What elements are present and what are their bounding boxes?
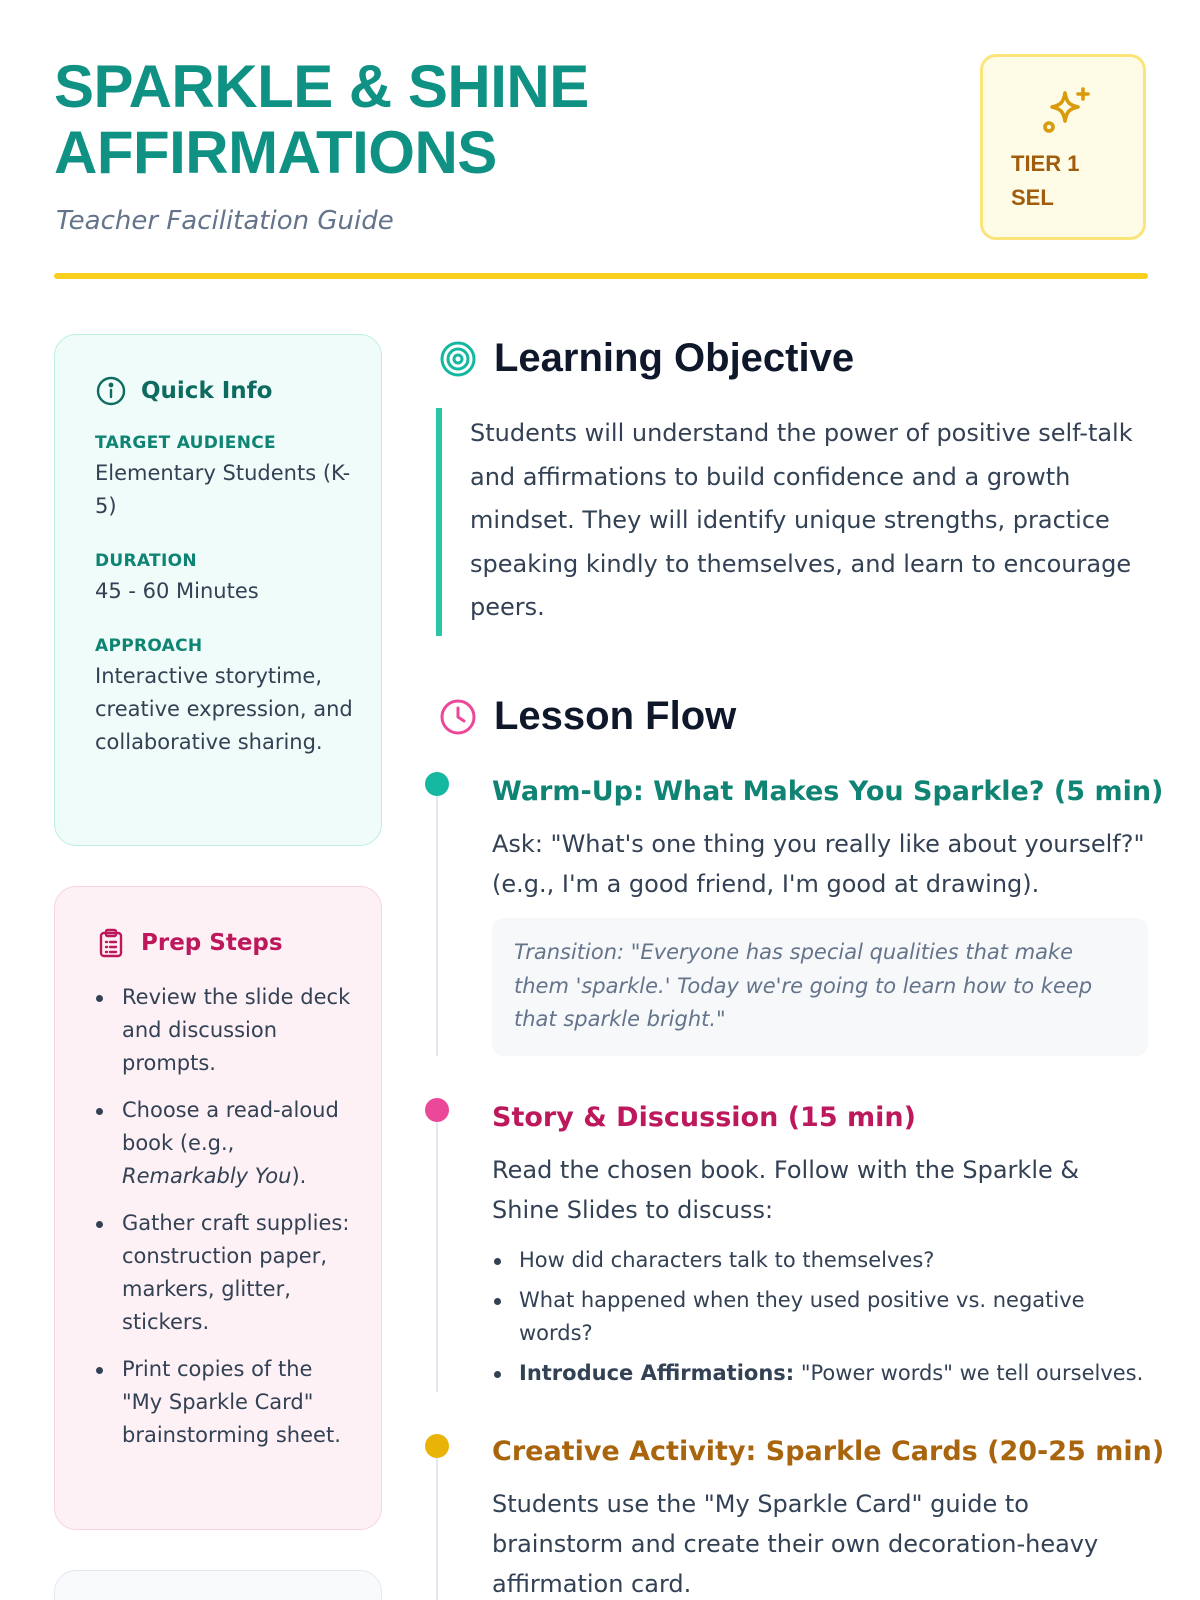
header-divider [54,273,1148,279]
timeline-line [436,1446,438,1600]
tier-badge [980,54,1146,240]
info-value: Elementary Students (K-5) [95,461,351,518]
quick-info-card [54,334,382,846]
lesson-flow-header [438,694,736,739]
timeline-line [436,1110,438,1392]
list-item: What happened when they used positive vs. negative words? [492,1284,1152,1350]
info-value: 45 - 60 Minutes [95,579,259,603]
list-item-text: "Power words" we tell ourselves. [794,1361,1144,1385]
list-item: Review the slide deck and discussion prompts. [95,981,355,1080]
info-duration [95,551,355,608]
clock-icon [438,697,478,737]
sparkle-icon [1041,85,1093,137]
list-item: Print copies of the "My Sparkle Card" brainstorming sheet. [95,1353,355,1452]
list-item: How did characters talk to themselves? [492,1244,1152,1277]
step-body: Students use the "My Sparkle Card" guide to brainstorm and create their own decoration-heavy affirmation card. [492,1490,1099,1598]
list-item-text: ). [291,1164,307,1188]
info-target-audience [95,433,355,523]
list-item-text: Choose a read-aloud book (e.g., [122,1098,339,1155]
info-icon [95,375,127,407]
step-body: Read the chosen book. Follow with the Sparkle & Shine Slides to discuss: [492,1156,1080,1224]
prep-steps-list [95,981,355,1466]
book-title: Remarkably You [122,1164,292,1188]
timeline-dot [425,1434,449,1458]
lesson-flow-title: Lesson Flow [494,694,737,738]
quick-info-title: Quick Info [141,378,273,404]
badge-line-2: SEL [1011,185,1054,210]
info-value: Interactive storytime, creative expression, and collaborative sharing. [95,664,353,754]
timeline-line [436,784,438,1056]
learning-objective-header [438,336,854,381]
timeline-dot [425,772,449,796]
quick-info-header [95,375,273,407]
info-approach [95,636,355,759]
learning-objective-title: Learning Objective [494,336,855,380]
timeline-dot [425,1098,449,1122]
info-label: APPROACH [95,636,203,656]
transition-note: Transition: "Everyone has special qualities that make them 'sparkle.' Today we're going to learn how to keep that sparkle bright." [492,918,1148,1056]
list-item [492,1357,1152,1390]
list-item [95,1094,355,1193]
badge-line-1: TIER 1 [1011,151,1080,176]
step-body: Ask: "What's one thing you really like about yourself?" (e.g., I'm a good friend, I'm good at drawing). [492,830,1145,898]
prep-steps-title: Prep Steps [141,930,283,956]
step-title: Story & Discussion (15 min) [492,1102,916,1133]
learning-objective-text: Students will understand the power of positive self-talk and affirmations to build confidence and a growth mindset. They will identify unique strengths, practice speaking kindly to themselves, and learn to encourage peers. [436,408,1148,636]
discussion-list [492,1244,1152,1397]
prep-steps-header [95,927,283,959]
page-subtitle: Teacher Facilitation Guide [56,206,394,236]
next-card [54,1570,382,1600]
step-title: Creative Activity: Sparkle Cards (20-25 min) [492,1436,1165,1467]
list-item-bold: Introduce Affirmations: [519,1361,795,1385]
page-title: SPARKLE & SHINE AFFIRMATIONS [54,53,589,186]
list-item: Gather craft supplies: construction paper, markers, glitter, stickers. [95,1207,355,1339]
target-icon [438,339,478,379]
info-label: DURATION [95,551,197,571]
step-title: Warm-Up: What Makes You Sparkle? (5 min) [492,776,1164,807]
clipboard-icon [95,927,127,959]
info-label: TARGET AUDIENCE [95,433,276,453]
prep-steps-card [54,886,382,1530]
